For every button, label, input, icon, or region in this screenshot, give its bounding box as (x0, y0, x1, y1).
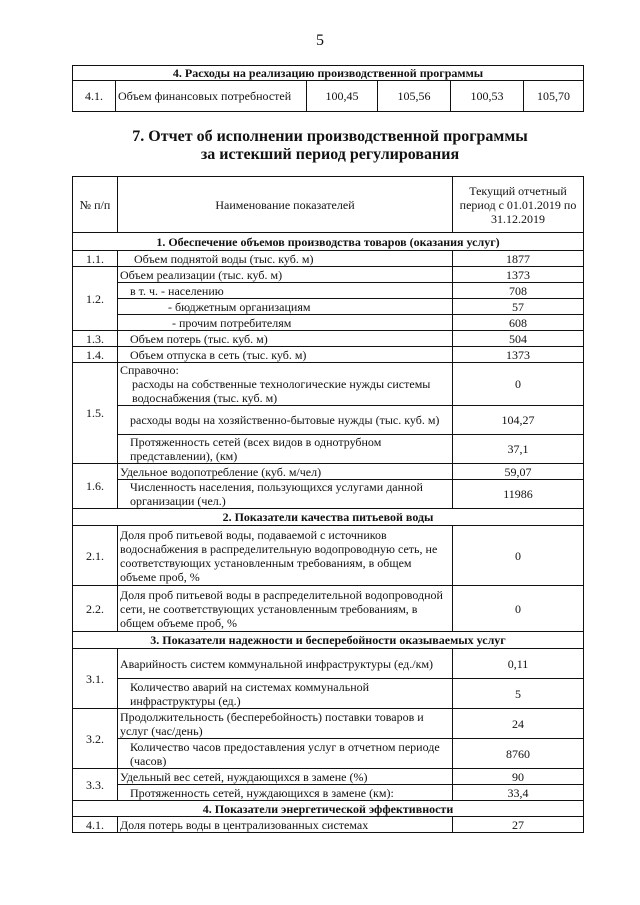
table-row (73, 464, 584, 480)
row-name: - прочим потребителям (118, 315, 453, 331)
row-name: Объем поднятой воды (тыс. куб. м) (118, 251, 453, 267)
row-number: 1.4. (73, 347, 118, 363)
row-name: Доля проб питьевой воды в распределительной водопроводной сети, не соответствующих установленным требованиям, в общем объеме проб, % (118, 586, 453, 632)
row-number: 2.2. (73, 586, 118, 632)
financial-needs-table (72, 65, 584, 112)
report-heading (60, 128, 600, 164)
row-name: Доля потерь воды в централизованных системах (118, 817, 453, 833)
row-value: 37,1 (453, 435, 584, 464)
table-row (73, 435, 584, 464)
row-name: Протяженность сетей (всех видов в однотрубном представлении), (км) (118, 435, 453, 464)
heading-line-2: за истекший период регулирования (200, 146, 460, 163)
row-value: 708 (453, 283, 584, 299)
section-title: 4. Показатели энергетической эффективности (73, 801, 584, 817)
table-row (73, 347, 584, 363)
table-row (73, 283, 584, 299)
table-row (73, 709, 584, 739)
row-name: в т. ч. - населению (118, 283, 453, 299)
row-value: 1877 (453, 251, 584, 267)
row-value: 1373 (453, 267, 584, 283)
production-program-report-table (72, 176, 584, 833)
row-name: расходы воды на хозяйственно-бытовые нужды (тыс. куб. м) (118, 406, 453, 435)
heading-line-1: 7. Отчет об исполнении производственной программы (132, 128, 528, 145)
row-value: 0 (453, 363, 584, 406)
table-row (73, 406, 584, 435)
row-name (118, 363, 453, 406)
col-header-name: Наименование показателей (118, 177, 453, 233)
col-header-period: Текущий отчетный период с 01.01.2019 по 31.12.2019 (453, 177, 584, 233)
row-value: 504 (453, 331, 584, 347)
table-row (73, 315, 584, 331)
row-value: 608 (453, 315, 584, 331)
row-name: Количество аварий на системах коммунальной инфраструктуры (ед.) (118, 679, 453, 709)
row-value: 0 (453, 586, 584, 632)
row-name: Протяженность сетей, нуждающихся в замене (км): (118, 785, 453, 801)
section-title: 1. Обеспечение объемов производства товаров (оказания услуг) (73, 233, 584, 251)
row-number: 1.2. (73, 267, 118, 331)
row-number: 1.1. (73, 251, 118, 267)
row-value: 1373 (453, 347, 584, 363)
row-name: Численность населения, пользующихся услугами данной организации (чел.) (118, 480, 453, 509)
row-name: Продолжительность (бесперебойность) поставки товаров и услуг (час/день) (118, 709, 453, 739)
row-number: 1.5. (73, 363, 118, 464)
table-row (73, 299, 584, 315)
row-value: 90 (453, 769, 584, 785)
table-row (73, 679, 584, 709)
table-row (73, 739, 584, 769)
row-name: Объем отпуска в сеть (тыс. куб. м) (118, 347, 453, 363)
row-number: 2.1. (73, 526, 118, 586)
row-name: Аварийность систем коммунальной инфраструктуры (ед./км) (118, 649, 453, 679)
row-name: Доля проб питьевой воды, подаваемой с источников водоснабжения в распределительную водопроводную сеть, не соответствующих установленным требованиям, в общем объеме проб, % (118, 526, 453, 586)
row-value: 0 (453, 526, 584, 586)
row-value: 0,11 (453, 649, 584, 679)
section-title: 2. Показатели качества питьевой воды (73, 509, 584, 526)
row-number: 1.3. (73, 331, 118, 347)
table-row (73, 769, 584, 785)
row-number: 3.2. (73, 709, 118, 769)
table-row (73, 363, 584, 406)
row-value: 24 (453, 709, 584, 739)
row-number: 3.3. (73, 769, 118, 801)
row-value: 11986 (453, 480, 584, 509)
row-number: 3.1. (73, 649, 118, 709)
table-row (73, 785, 584, 801)
row-number: 4.1. (73, 81, 116, 112)
table-row (73, 81, 584, 112)
row-name: Объем потерь (тыс. куб. м) (118, 331, 453, 347)
section-title: 4. Расходы на реализацию производственной программы (73, 66, 584, 81)
row-value: 5 (453, 679, 584, 709)
row-value: 57 (453, 299, 584, 315)
value-4: 105,70 (524, 81, 584, 112)
table-row (73, 586, 584, 632)
reference-note: Справочно: (120, 363, 179, 377)
table-row (73, 331, 584, 347)
table-row (73, 251, 584, 267)
value-1: 100,45 (307, 81, 378, 112)
row-value: 27 (453, 817, 584, 833)
table-row (73, 526, 584, 586)
row-name: Количество часов предоставления услуг в отчетном периоде (часов) (118, 739, 453, 769)
row-name: Удельное водопотребление (куб. м/чел) (118, 464, 453, 480)
row-number: 1.6. (73, 464, 118, 509)
section-title: 3. Показатели надежности и бесперебойности оказываемых услуг (73, 632, 584, 649)
row-name: Удельный вес сетей, нуждающихся в замене (%) (118, 769, 453, 785)
row-name: Объем финансовых потребностей (116, 81, 307, 112)
page-number: 5 (316, 32, 324, 49)
row-number: 4.1. (73, 817, 118, 833)
row-name-text: расходы на собственные технологические нужды системы водоснабжения (тыс. куб. м) (132, 377, 431, 405)
row-value: 59,07 (453, 464, 584, 480)
table-row (73, 817, 584, 833)
col-header-number: № п/п (73, 177, 118, 233)
value-3: 100,53 (451, 81, 524, 112)
value-2: 105,56 (378, 81, 451, 112)
table-header (73, 177, 584, 233)
row-name: Объем реализации (тыс. куб. м) (118, 267, 453, 283)
row-value: 33,4 (453, 785, 584, 801)
row-value: 104,27 (453, 406, 584, 435)
row-name: - бюджетным организациям (118, 299, 453, 315)
table-row (73, 480, 584, 509)
table-row (73, 649, 584, 679)
row-value: 8760 (453, 739, 584, 769)
table-row (73, 267, 584, 283)
